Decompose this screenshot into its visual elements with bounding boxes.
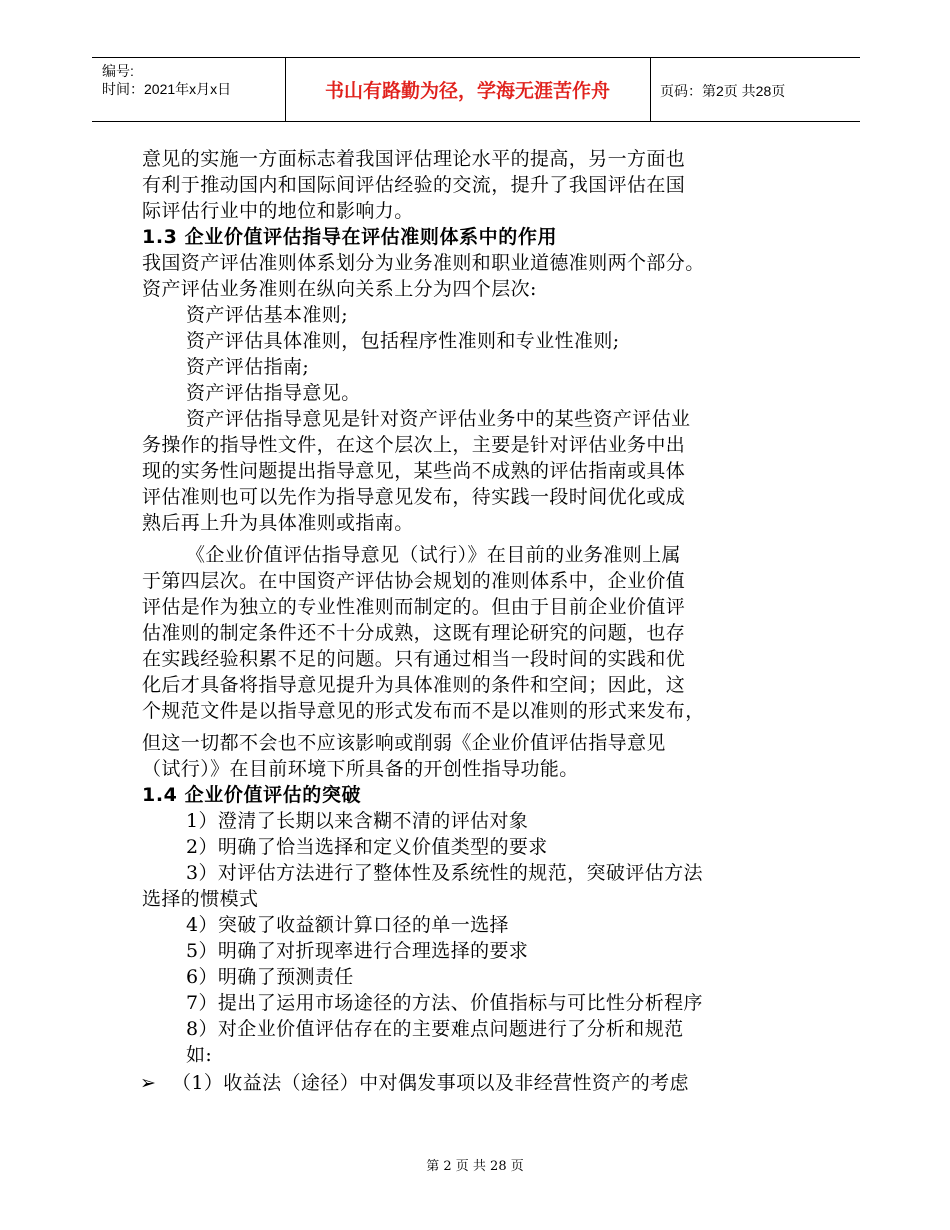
list-item: 6）明确了预测责任 (186, 966, 354, 988)
list-item: 1）澄清了长期以来含糊不清的评估对象 (186, 810, 529, 832)
list-item: 资产评估指导意见。 (186, 382, 361, 404)
paragraph-line: 评估准则也可以先作为指导意见发布，待实践一段时间优化或成 (142, 486, 686, 508)
section-heading-1-3: 1.3 企业价值评估指导在评估准则体系中的作用 (142, 226, 558, 248)
paragraph-line: 评估是作为独立的专业性准则而制定的。但由于目前企业价值评 (142, 596, 686, 618)
paragraph-line: 有利于推动国内和国际间评估经验的交流，提升了我国评估在国 (142, 174, 686, 196)
paragraph-line: 我国资产评估准则体系划分为业务准则和职业道德准则两个部分。 (142, 252, 705, 274)
header-divider-right (650, 57, 651, 121)
bullet-list-item: （1）收益法（途径）中对偶发事项以及非经营性资产的考虑 (172, 1072, 689, 1094)
list-item: 资产评估具体准则，包括程序性准则和专业性准则; (186, 330, 620, 352)
paragraph-line: 资产评估业务准则在纵向关系上分为四个层次: (142, 278, 537, 300)
list-item: 3）对评估方法进行了整体性及系统性的规范，突破评估方法 (186, 862, 703, 884)
paragraph-line: 《企业价值评估指导意见（试行）》在目前的业务准则上属 (186, 544, 681, 566)
list-item: 8）对企业价值评估存在的主要难点问题进行了分析和规范 (186, 1018, 684, 1040)
list-item: 资产评估指南; (186, 356, 310, 378)
list-item-continuation: 选择的惯模式 (142, 888, 259, 910)
document-date: 时间：2021年x月x日 (102, 81, 232, 97)
paragraph-line: 化后才具备将指导意见提升为具体准则的条件和空间；因此，这 (142, 674, 686, 696)
paragraph-line: 在实践经验积累不足的问题。只有通过相当一段时间的实践和优 (142, 648, 686, 670)
paragraph-line: 个规范文件是以指导意见的形式发布而不是以准则的形式来发布， (142, 700, 705, 722)
header-page-info: 页码：第2页 共28页 (660, 83, 786, 99)
document-number-label: 编号: (102, 63, 134, 79)
list-item: 2）明确了恰当选择和定义价值类型的要求 (186, 836, 548, 858)
paragraph-line: 于第四层次。在中国资产评估协会规划的准则体系中，企业价值 (142, 570, 686, 592)
paragraph-line: 熟后再上升为具体准则或指南。 (142, 512, 414, 534)
paragraph-line: 如: (186, 1044, 213, 1066)
paragraph-line: 务操作的指导性文件，在这个层次上，主要是针对评估业务中出 (142, 434, 686, 456)
paragraph-line: 但这一切都不会也不应该影响或削弱《企业价值评估指导意见 (142, 732, 666, 754)
list-item: 5）明确了对折现率进行合理选择的要求 (186, 940, 529, 962)
list-item: 资产评估基本准则; (186, 304, 349, 326)
paragraph-line: 意见的实施一方面标志着我国评估理论水平的提高，另一方面也 (142, 148, 686, 170)
list-item: 7）提出了运用市场途径的方法、价值指标与可比性分析程序 (186, 992, 703, 1014)
page-footer: 第 2 页 共 28 页 (426, 1159, 524, 1174)
header-top-border (92, 57, 860, 58)
paragraph-line: 现的实务性问题提出指导意见，某些尚不成熟的评估指南或具体 (142, 460, 686, 482)
paragraph-line: 资产评估指导意见是针对资产评估业务中的某些资产评估业 (186, 408, 691, 430)
list-item: 4）突破了收益额计算口径的单一选择 (186, 914, 509, 936)
paragraph-line: （试行）》在目前环境下所具备的开创性指导功能。 (142, 758, 579, 780)
bullet-arrow-icon: ➢ (140, 1072, 157, 1094)
section-heading-1-4: 1.4 企业价值评估的突破 (142, 784, 362, 806)
header-bottom-border (92, 121, 860, 122)
paragraph-line: 际评估行业中的地位和影响力。 (142, 200, 414, 222)
paragraph-line: 估准则的制定条件还不十分成熟，这既有理论研究的问题，也存 (142, 622, 686, 644)
header-motto: 书山有路勤为径，学海无涯苦作舟 (324, 80, 610, 102)
